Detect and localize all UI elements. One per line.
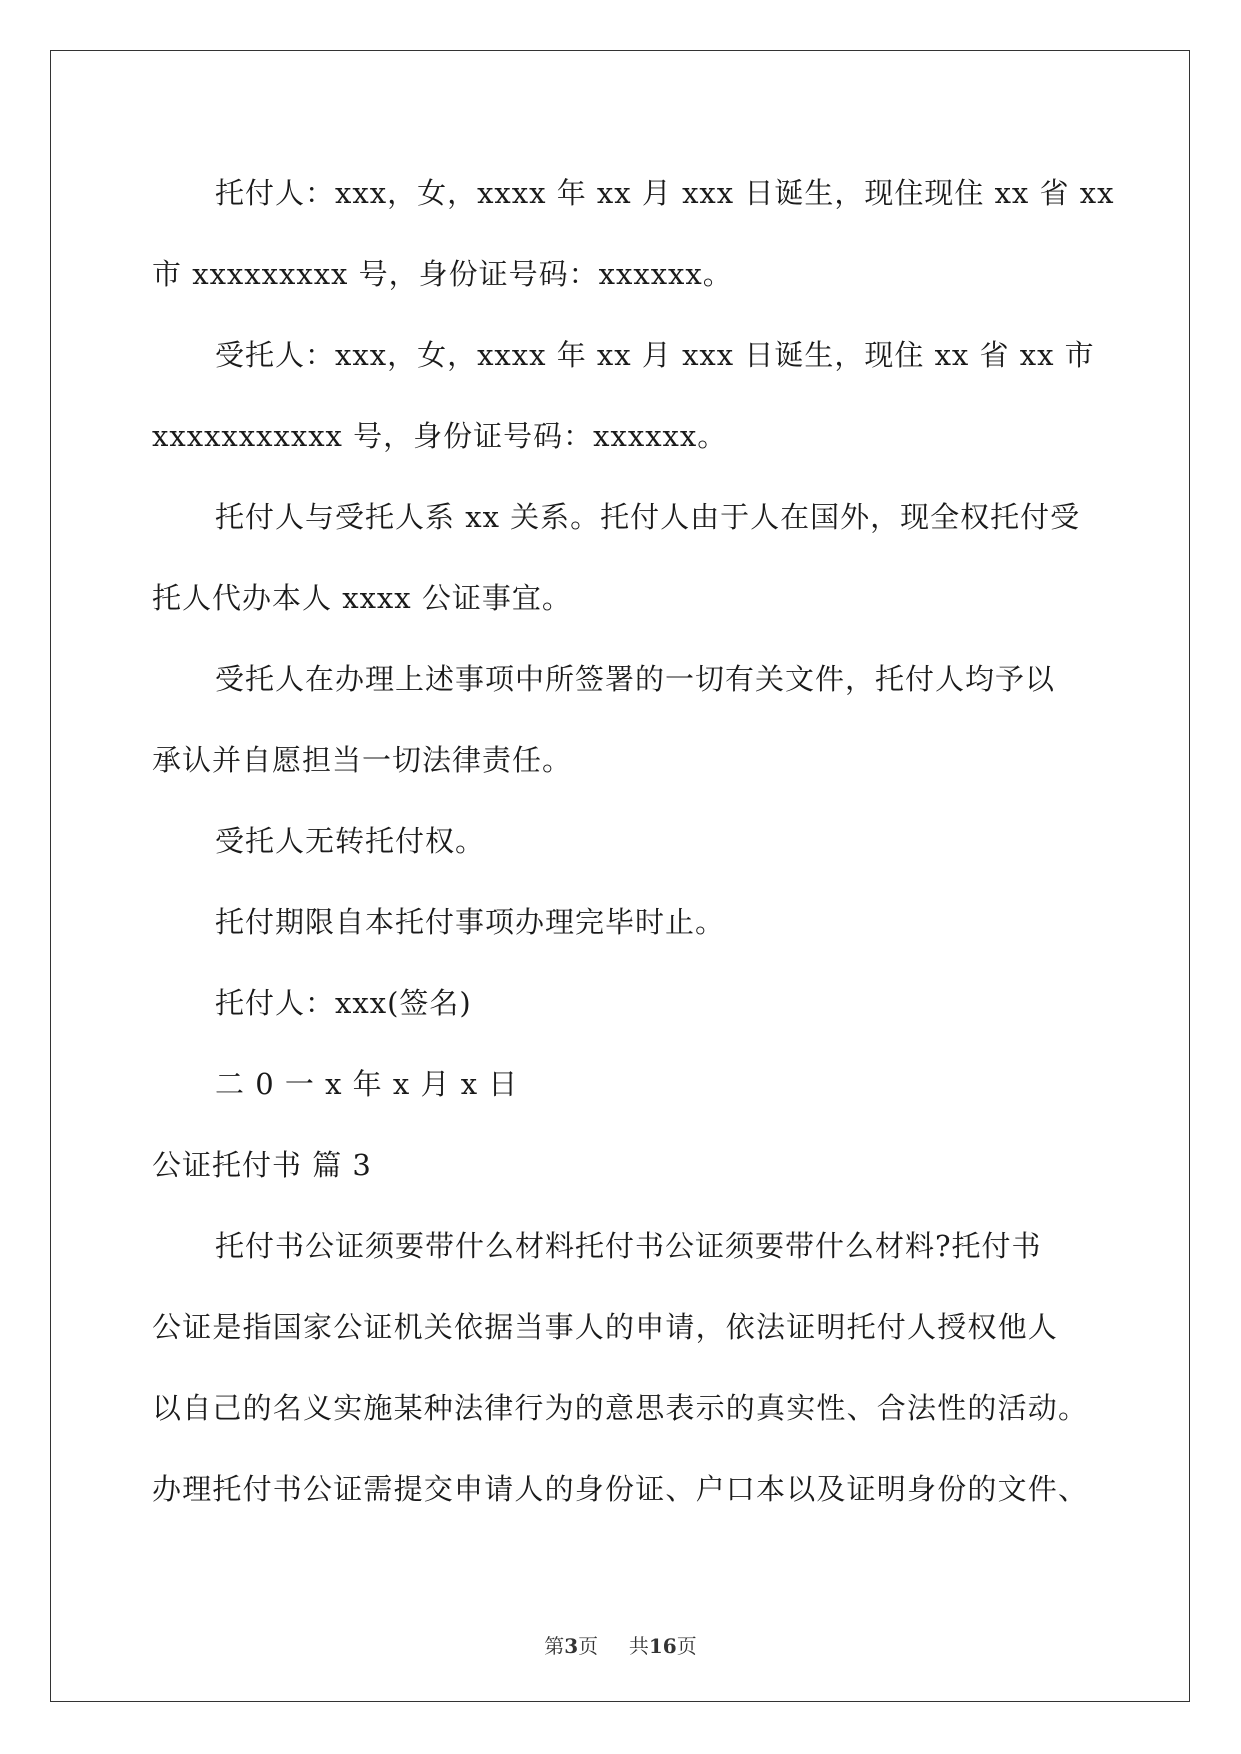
paragraph-line: 托付期限自本托付事项办理完毕时止。 [215,905,726,939]
page-footer [0,1630,1241,1659]
section-heading: 公证托付书 篇 3 [152,1148,372,1182]
total-prefix: 共 [628,1634,649,1658]
paragraph-line: 托付书公证须要带什么材料托付书公证须要带什么材料?托付书 [215,1229,1042,1263]
paragraph-line: 公证是指国家公证机关依据当事人的申请，依法证明托付人授权他人 [152,1310,1059,1344]
page-suffix: 页 [578,1634,599,1658]
paragraph-line: 办理托付书公证需提交申请人的身份证、户口本以及证明身份的文件、 [152,1472,1089,1506]
paragraph-line: 受托人无转托付权。 [215,824,486,858]
paragraph-line: 以自己的名义实施某种法律行为的意思表示的真实性、合法性的活动。 [152,1391,1089,1425]
date-line: 二 0 一 x 年 x 月 x 日 [215,1067,519,1101]
signature-line: 托付人：xxx(签名) [215,986,472,1020]
paragraph-line: xxxxxxxxxxx 号，身份证号码：xxxxxx。 [152,419,728,453]
paragraph-line: 托人代办本人 xxxx 公证事宜。 [152,581,572,615]
paragraph-line: 承认并自愿担当一切法律责任。 [152,743,573,777]
paragraph-line: 托付人：xxx，女，xxxx 年 xx 月 xxx 日诞生，现住现住 xx 省 xx [215,176,1115,210]
page-number: 3 [564,1634,579,1658]
paragraph-line: 托付人与受托人系 xx 关系。托付人由于人在国外，现全权托付受 [215,500,1081,534]
total-suffix: 页 [676,1634,697,1658]
document-body [152,165,1127,1542]
paragraph-line: 受托人：xxx，女，xxxx 年 xx 月 xxx 日诞生，现住 xx 省 xx 市 [215,338,1095,372]
total-pages: 16 [648,1634,677,1658]
paragraph-line: 受托人在办理上述事项中所签署的一切有关文件，托付人均予以 [215,662,1056,696]
page-prefix: 第 [544,1634,565,1658]
paragraph-line: 市 xxxxxxxxx 号，身份证号码：xxxxxx。 [152,257,733,291]
